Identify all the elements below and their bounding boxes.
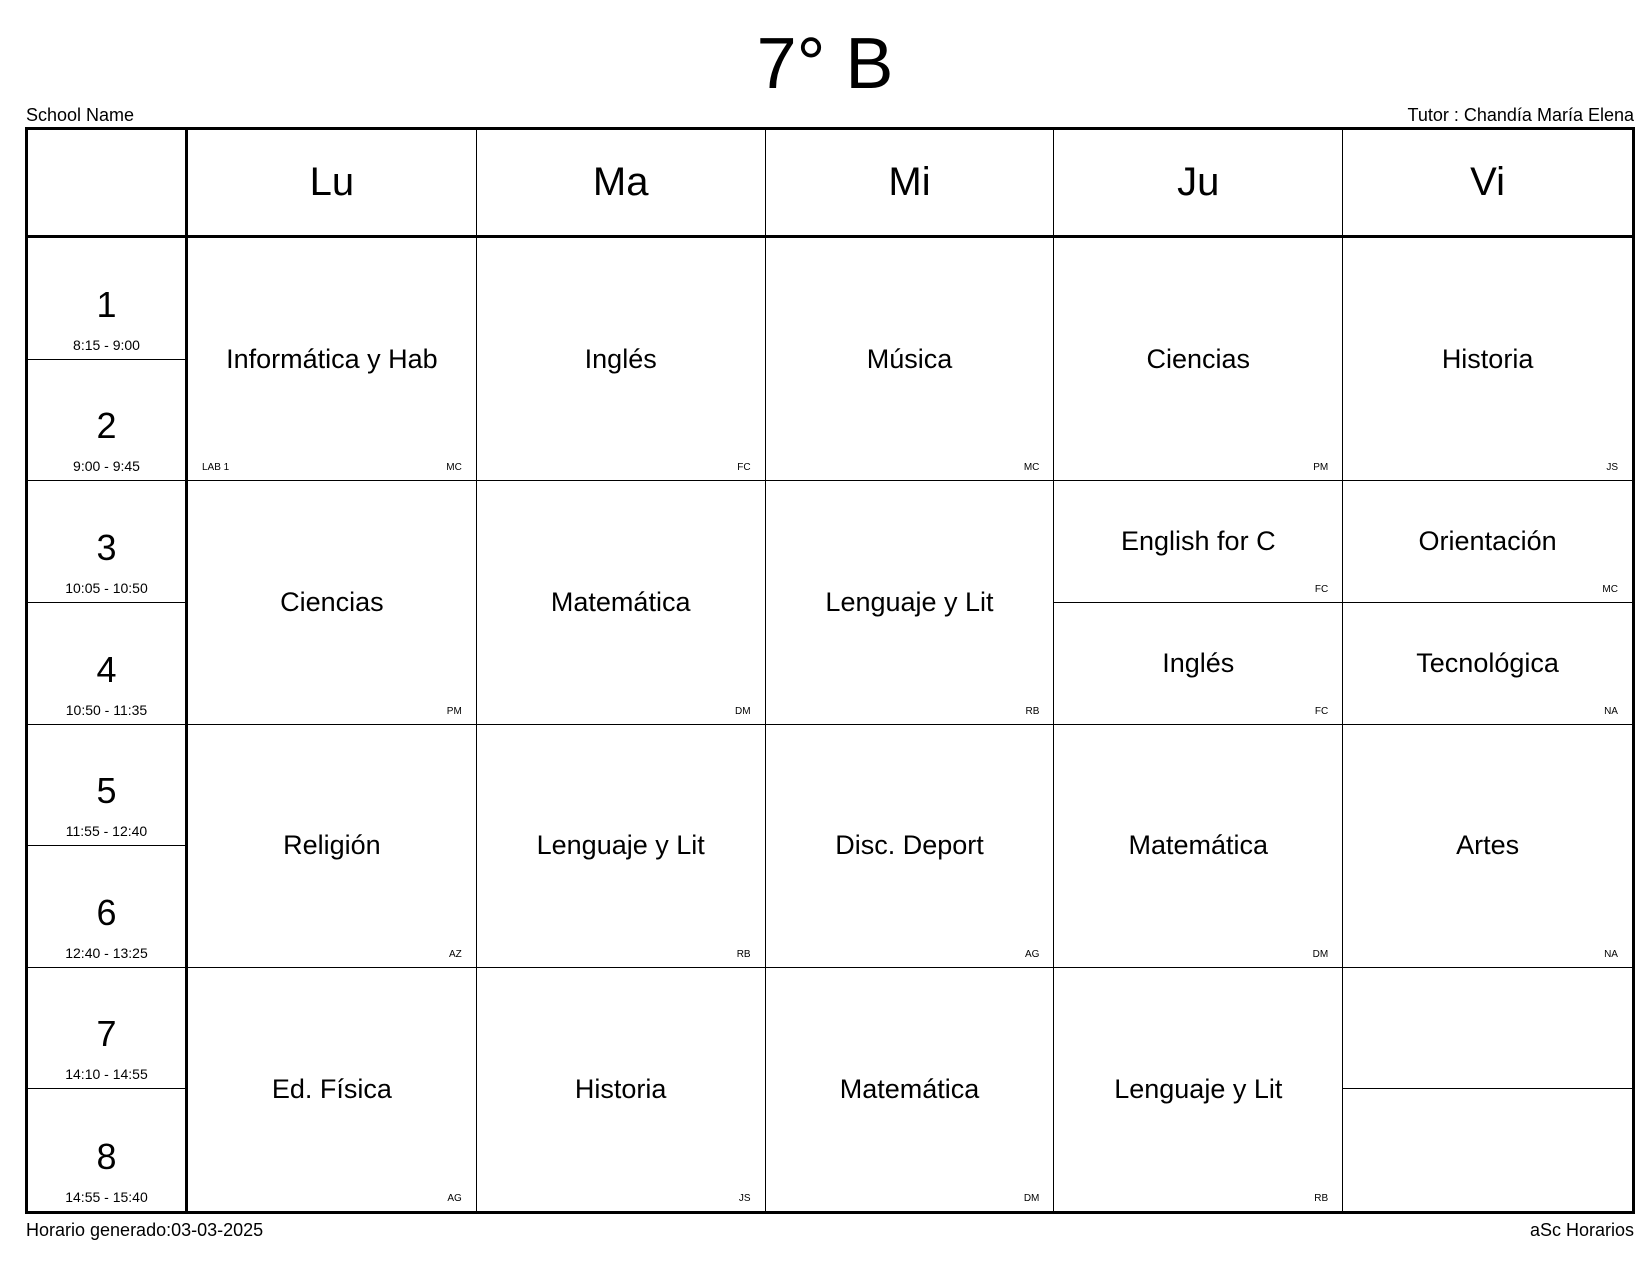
- lesson-subject: English for C: [1121, 526, 1276, 557]
- lesson-subject: Disc. Deport: [835, 830, 984, 861]
- lesson-teacher: FC: [1314, 583, 1329, 595]
- lesson-cell: [477, 968, 766, 1211]
- lesson-subject: Ciencias: [1146, 343, 1251, 374]
- period-7: [28, 968, 188, 1090]
- lesson-subject: Lenguaje y Lit: [825, 586, 994, 617]
- lesson-teacher: NA: [1604, 948, 1618, 960]
- lesson-room: LAB 1: [202, 462, 230, 474]
- period-time: 8:15 - 9:00: [73, 336, 140, 353]
- lesson-subject: Informática y Hab: [226, 343, 438, 374]
- lesson-subject: Religión: [283, 830, 381, 861]
- day-header-vi: Vi: [1343, 130, 1632, 238]
- period-number: 8: [96, 1136, 117, 1177]
- generated-date: Horario generado:03-03-2025: [26, 1220, 264, 1240]
- software-credit: aSc Horarios: [1529, 1220, 1634, 1240]
- lesson-teacher: MC: [1602, 583, 1618, 595]
- period-number: 4: [96, 648, 117, 690]
- lesson-cell: [1343, 481, 1632, 603]
- lesson-teacher: FC: [1314, 705, 1329, 717]
- period-3: [28, 481, 188, 603]
- lesson-cell: [766, 238, 1055, 481]
- period-time: 11:55 - 12:40: [65, 823, 148, 840]
- day-header-mi: Mi: [766, 130, 1055, 238]
- lesson-subject: Historia: [574, 1073, 667, 1104]
- period-number: 5: [96, 770, 117, 812]
- school-name: School Name: [26, 105, 135, 125]
- lesson-subject: Matemática: [839, 1073, 980, 1104]
- period-number: 7: [96, 1013, 117, 1055]
- lesson-subject: Lenguaje y Lit: [1114, 1073, 1283, 1104]
- day-header-lu: Lu: [188, 130, 477, 238]
- lesson-subject: Orientación: [1418, 526, 1557, 557]
- period-2: [28, 360, 188, 482]
- lesson-cell: [188, 238, 477, 481]
- period-8: [28, 1089, 188, 1211]
- timetable-title: 7° B: [756, 24, 894, 104]
- lesson-cell: [1054, 481, 1343, 603]
- day-header-ju: Ju: [1054, 130, 1343, 238]
- lesson-subject: Matemática: [550, 586, 691, 617]
- lesson-cell: [1054, 603, 1343, 725]
- period-number: 3: [96, 526, 117, 568]
- lesson-cell: [188, 968, 477, 1211]
- period-number: 6: [96, 891, 117, 933]
- lesson-subject: Lenguaje y Lit: [536, 830, 705, 861]
- lesson-teacher: DM: [1023, 1193, 1040, 1204]
- period-time: 14:55 - 15:40: [65, 1189, 148, 1205]
- period-time: 10:50 - 11:35: [65, 701, 148, 718]
- period-time: 9:00 - 9:45: [73, 458, 140, 475]
- period-1: [28, 238, 188, 360]
- lesson-cell: [477, 725, 766, 968]
- lesson-cell: [1054, 238, 1343, 481]
- lesson-subject: Ed. Física: [271, 1073, 392, 1104]
- lesson-subject: Tecnológica: [1416, 647, 1559, 678]
- lesson-teacher: FC: [737, 462, 751, 474]
- lesson-teacher: JS: [1606, 462, 1618, 474]
- lesson-subject: Inglés: [1162, 647, 1235, 678]
- period-6: [28, 846, 188, 968]
- lesson-teacher: DM: [735, 705, 751, 717]
- lesson-teacher: RB: [1025, 705, 1040, 717]
- lesson-subject: Inglés: [584, 343, 657, 374]
- period-time: 10:05 - 10:50: [65, 579, 148, 596]
- lesson-cell: [1054, 725, 1343, 968]
- lesson-cell: [188, 725, 477, 968]
- lesson-cell: [766, 968, 1055, 1211]
- lesson-cell: [188, 481, 477, 724]
- lesson-cell: [477, 238, 766, 481]
- lesson-cell: [1343, 238, 1632, 481]
- lesson-subject: Ciencias: [280, 586, 384, 617]
- lesson-teacher: NA: [1604, 705, 1618, 717]
- period-number: 1: [96, 283, 117, 325]
- lesson-teacher: AZ: [449, 948, 462, 960]
- empty-slot: [1343, 968, 1632, 1090]
- lesson-cell: [477, 481, 766, 724]
- period-time: 12:40 - 13:25: [65, 944, 148, 961]
- lesson-cell: [1054, 968, 1343, 1211]
- lesson-teacher: PM: [1313, 462, 1329, 474]
- period-4: [28, 603, 188, 725]
- lesson-teacher: MC: [1023, 462, 1040, 474]
- empty-slot: [1343, 1089, 1632, 1211]
- lesson-teacher: MC: [446, 462, 462, 474]
- period-time: 14:10 - 14:55: [65, 1066, 148, 1083]
- lesson-teacher: DM: [1312, 948, 1329, 960]
- lesson-subject: Historia: [1441, 343, 1534, 374]
- lesson-subject: Artes: [1456, 830, 1520, 861]
- lesson-cell: [1343, 725, 1632, 968]
- timetable-grid: [25, 127, 1635, 1214]
- period-number: 2: [96, 405, 117, 447]
- lesson-teacher: RB: [1314, 1193, 1329, 1204]
- lesson-cell: [1343, 603, 1632, 725]
- lesson-subject: Música: [866, 343, 953, 374]
- lesson-teacher: PM: [446, 705, 462, 717]
- tutor-name: Tutor : Chandía María Elena: [1407, 105, 1634, 125]
- lesson-teacher: RB: [736, 948, 751, 960]
- day-header-ma: Ma: [477, 130, 766, 238]
- corner-cell: [28, 130, 188, 238]
- lesson-cell: [766, 725, 1055, 968]
- period-5: [28, 725, 188, 847]
- lesson-teacher: AG: [1024, 948, 1040, 960]
- lesson-teacher: AG: [447, 1193, 462, 1204]
- lesson-teacher: JS: [738, 1193, 751, 1204]
- lesson-subject: Matemática: [1128, 830, 1269, 861]
- lesson-cell: [766, 481, 1055, 724]
